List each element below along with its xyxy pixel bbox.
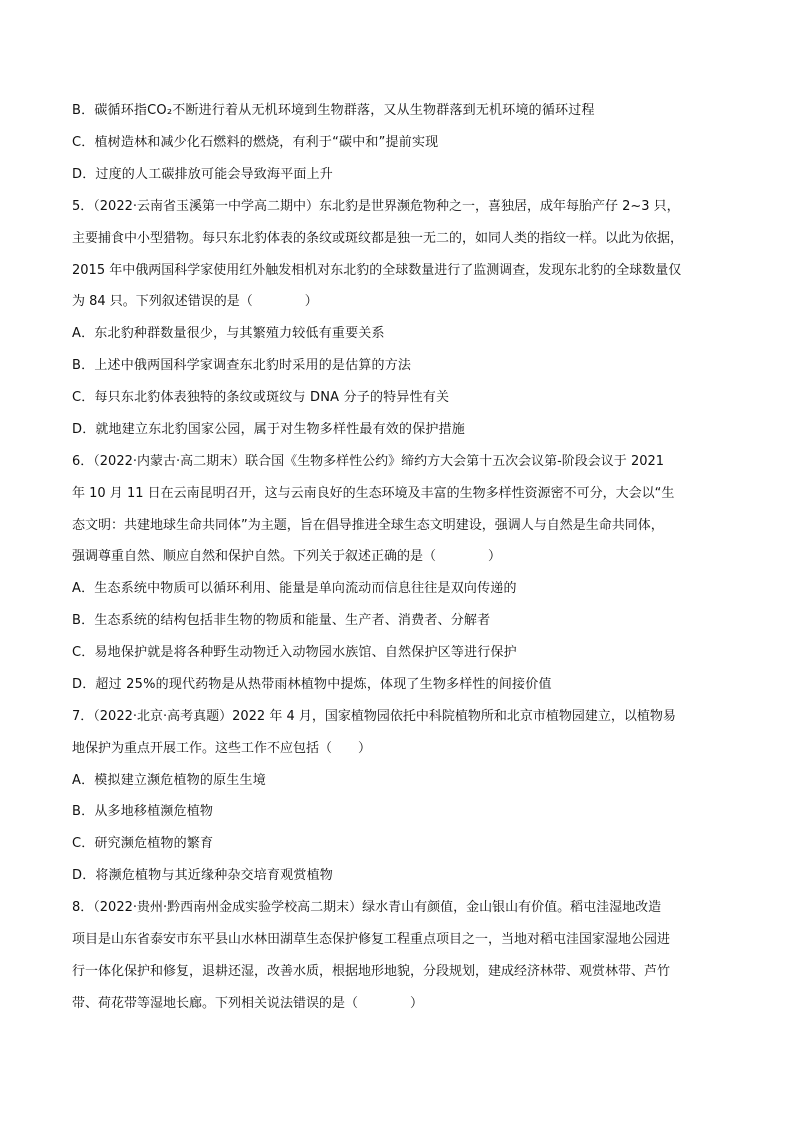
- q4-option-c: C．植树造林和减少化石燃料的燃烧，有利于“碳中和”提前实现: [72, 135, 439, 150]
- q5-option-b: B．上述中俄两国科学家调查东北豹时采用的是估算的方法: [72, 358, 412, 373]
- q7-stem-line-1: 7．（2022·北京·高考真题）2022 年 4 月，国家植物园依托中科院植物所和北京市植物园建立，以植物易: [72, 709, 676, 724]
- q8-stem-line-4: 带、荷花带等湿地长廊。下列相关说法错误的是（ ）: [72, 996, 424, 1011]
- q5-stem-line-3: 2015 年中俄两国科学家使用红外触发相机对东北豹的全球数量进行了监测调查，发现东北豹的全球数量仅: [72, 263, 682, 278]
- q4-option-b: B．碳循环指CO₂不断进行着从无机环境到生物群落，又从生物群落到无机环境的循环过程: [72, 103, 595, 118]
- q6-option-b: B．生态系统的结构包括非生物的物质和能量、生产者、消费者、分解者: [72, 613, 491, 628]
- q8-stem-line-3: 行一体化保护和修复，退耕还湿，改善水质，根据地形地貌，分段规划，建成经济林带、观赏林带、芦竹: [72, 964, 671, 979]
- q6-stem-line-3: 态文明：共建地球生命共同体”为主题，旨在倡导推进全球生态文明建设，强调人与自然是生命共同体，: [72, 518, 664, 533]
- q8-stem-line-2: 项目是山东省泰安市东平县山水林田湖草生态保护修复工程重点项目之一，当地对稻屯洼国家湿地公园进: [72, 932, 671, 947]
- q5-option-d: D．就地建立东北豹国家公园，属于对生物多样性最有效的保护措施: [72, 422, 466, 437]
- q6-stem-line-4: 强调尊重自然、顺应自然和保护自然。下列关于叙述正确的是（ ）: [72, 549, 502, 564]
- q6-option-a: A．生态系统中物质可以循环利用、能量是单向流动而信息往往是双向传递的: [72, 581, 517, 596]
- q5-option-c: C．每只东北豹体表独特的条纹或斑纹与 DNA 分子的特异性有关: [72, 390, 450, 405]
- q5-stem-line-1: 5．（2022·云南省玉溪第一中学高二期中）东北豹是世界濒危物种之一，喜独居，成年每胎产仔 2~3 只，: [72, 199, 680, 214]
- q5-option-a: A．东北豹种群数量很少，与其繁殖力较低有重要关系: [72, 326, 385, 341]
- q6-stem-line-1: 6．（2022·内蒙古·高二期末）联合国《生物多样性公约》缔约方大会第十五次会议第-阶段会议于 2021: [72, 454, 665, 469]
- q7-option-c: C．研究濒危植物的繁育: [72, 836, 214, 851]
- q7-option-a: A．模拟建立濒危植物的原生生境: [72, 773, 266, 788]
- q8-stem-line-1: 8．（2022·贵州·黔西南州金成实验学校高二期末）绿水青山有颜值，金山银山有价值。稻屯洼湿地改造: [72, 900, 662, 915]
- q6-option-d: D．超过 25%的现代药物是从热带雨林植物中提炼，体现了生物多样性的间接价值: [72, 677, 552, 692]
- q5-stem-line-4: 为 84 只。下列叙述错误的是（ ）: [72, 294, 318, 309]
- q6-stem-line-2: 年 10 月 11 日在云南昆明召开，这与云南良好的生态环境及丰富的生物多样性资源密不可分，大会以“生: [72, 486, 675, 501]
- q7-option-d: D．将濒危植物与其近缘种杂交培育观赏植物: [72, 868, 334, 883]
- q5-stem-line-2: 主要捕食中小型猎物。每只东北豹体表的条纹或斑纹都是独一无二的，如同人类的指纹一样。以此为依据，: [72, 231, 684, 246]
- q7-stem-line-2: 地保护为重点开展工作。这些工作不应包括（ ）: [72, 741, 372, 756]
- q6-option-c: C．易地保护就是将各种野生动物迁入动物园水族馆、自然保护区等进行保护: [72, 645, 517, 660]
- q4-option-d: D．过度的人工碳排放可能会导致海平面上升: [72, 167, 334, 182]
- q7-option-b: B．从多地移植濒危植物: [72, 804, 214, 819]
